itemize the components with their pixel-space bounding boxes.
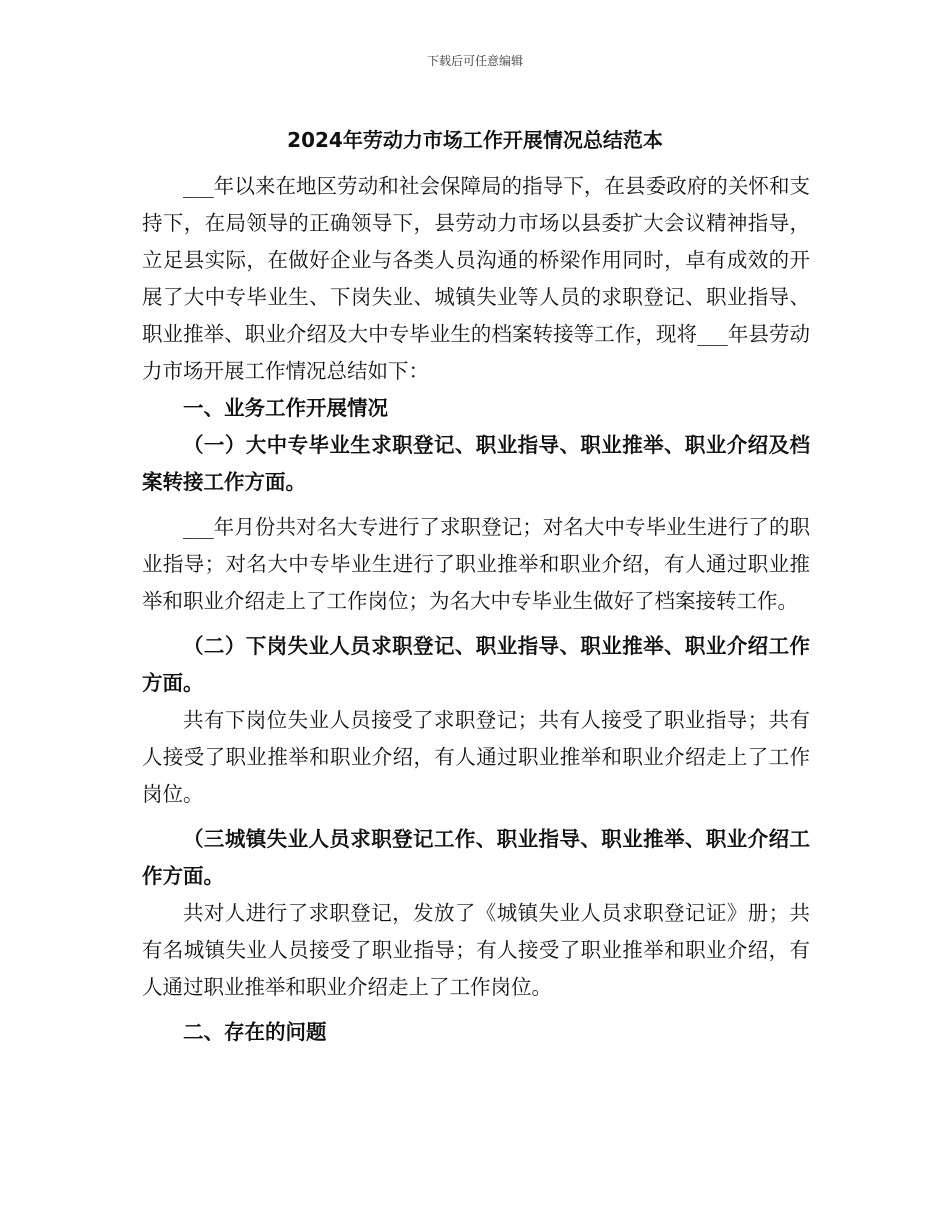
document-title: 2024年劳动力市场工作开展情况总结范本 <box>287 128 663 152</box>
intro-paragraph: ___年以来在地区劳动和社会保障局的指导下，在县委政府的关怀和支持下，在局领导的正确领导下，县劳动力市场以县委扩大会议精神指导，立足县实际，在做好企业与各类人员沟通的桥梁作用同时，卓有成效的开展了大中专毕业生、下岗失业、城镇失业等人员的求职登记、职业指导、职业推举、职业介绍及大中专毕业生的档案转接等工作，现将___年县劳动力市场开展工作情况总结如下： <box>142 174 810 383</box>
subsection-1-paragraph: ___年月份共对名大专进行了求职登记；对名大中专毕业生进行了的职业指导；对名大中专毕业生进行了职业推举和职业介绍，有人通过职业推举和职业介绍走上了工作岗位；为名大中专毕业生做好了档案接转工作。 <box>142 515 810 613</box>
subsection-2-heading: （二）下岗失业人员求职登记、职业指导、职业推举、职业介绍工作方面。 <box>142 634 810 695</box>
subsection-1-heading: （一）大中专毕业生求职登记、职业指导、职业推举、职业介绍及档案转接工作方面。 <box>142 433 810 494</box>
subsection-2-paragraph: 共有下岗位失业人员接受了求职登记；共有人接受了职业指导；共有人接受了职业推举和职业介绍，有人通过职业推举和职业介绍走上了工作岗位。 <box>142 708 810 806</box>
section-1-heading: 一、业务工作开展情况 <box>183 396 388 420</box>
header-note: 下载后可任意编辑 <box>426 54 523 68</box>
section-2-heading: 二、存在的问题 <box>183 1020 327 1044</box>
subsection-3-heading: （三城镇失业人员求职登记工作、职业指导、职业推举、职业介绍工作方面。 <box>142 827 810 888</box>
subsection-3-paragraph: 共对人进行了求职登记，发放了《城镇失业人员求职登记证》册；共有名城镇失业人员接受了职业指导；有人接受了职业推举和职业介绍，有人通过职业推举和职业介绍走上了工作岗位。 <box>142 901 810 999</box>
document-body <box>142 168 810 1051</box>
